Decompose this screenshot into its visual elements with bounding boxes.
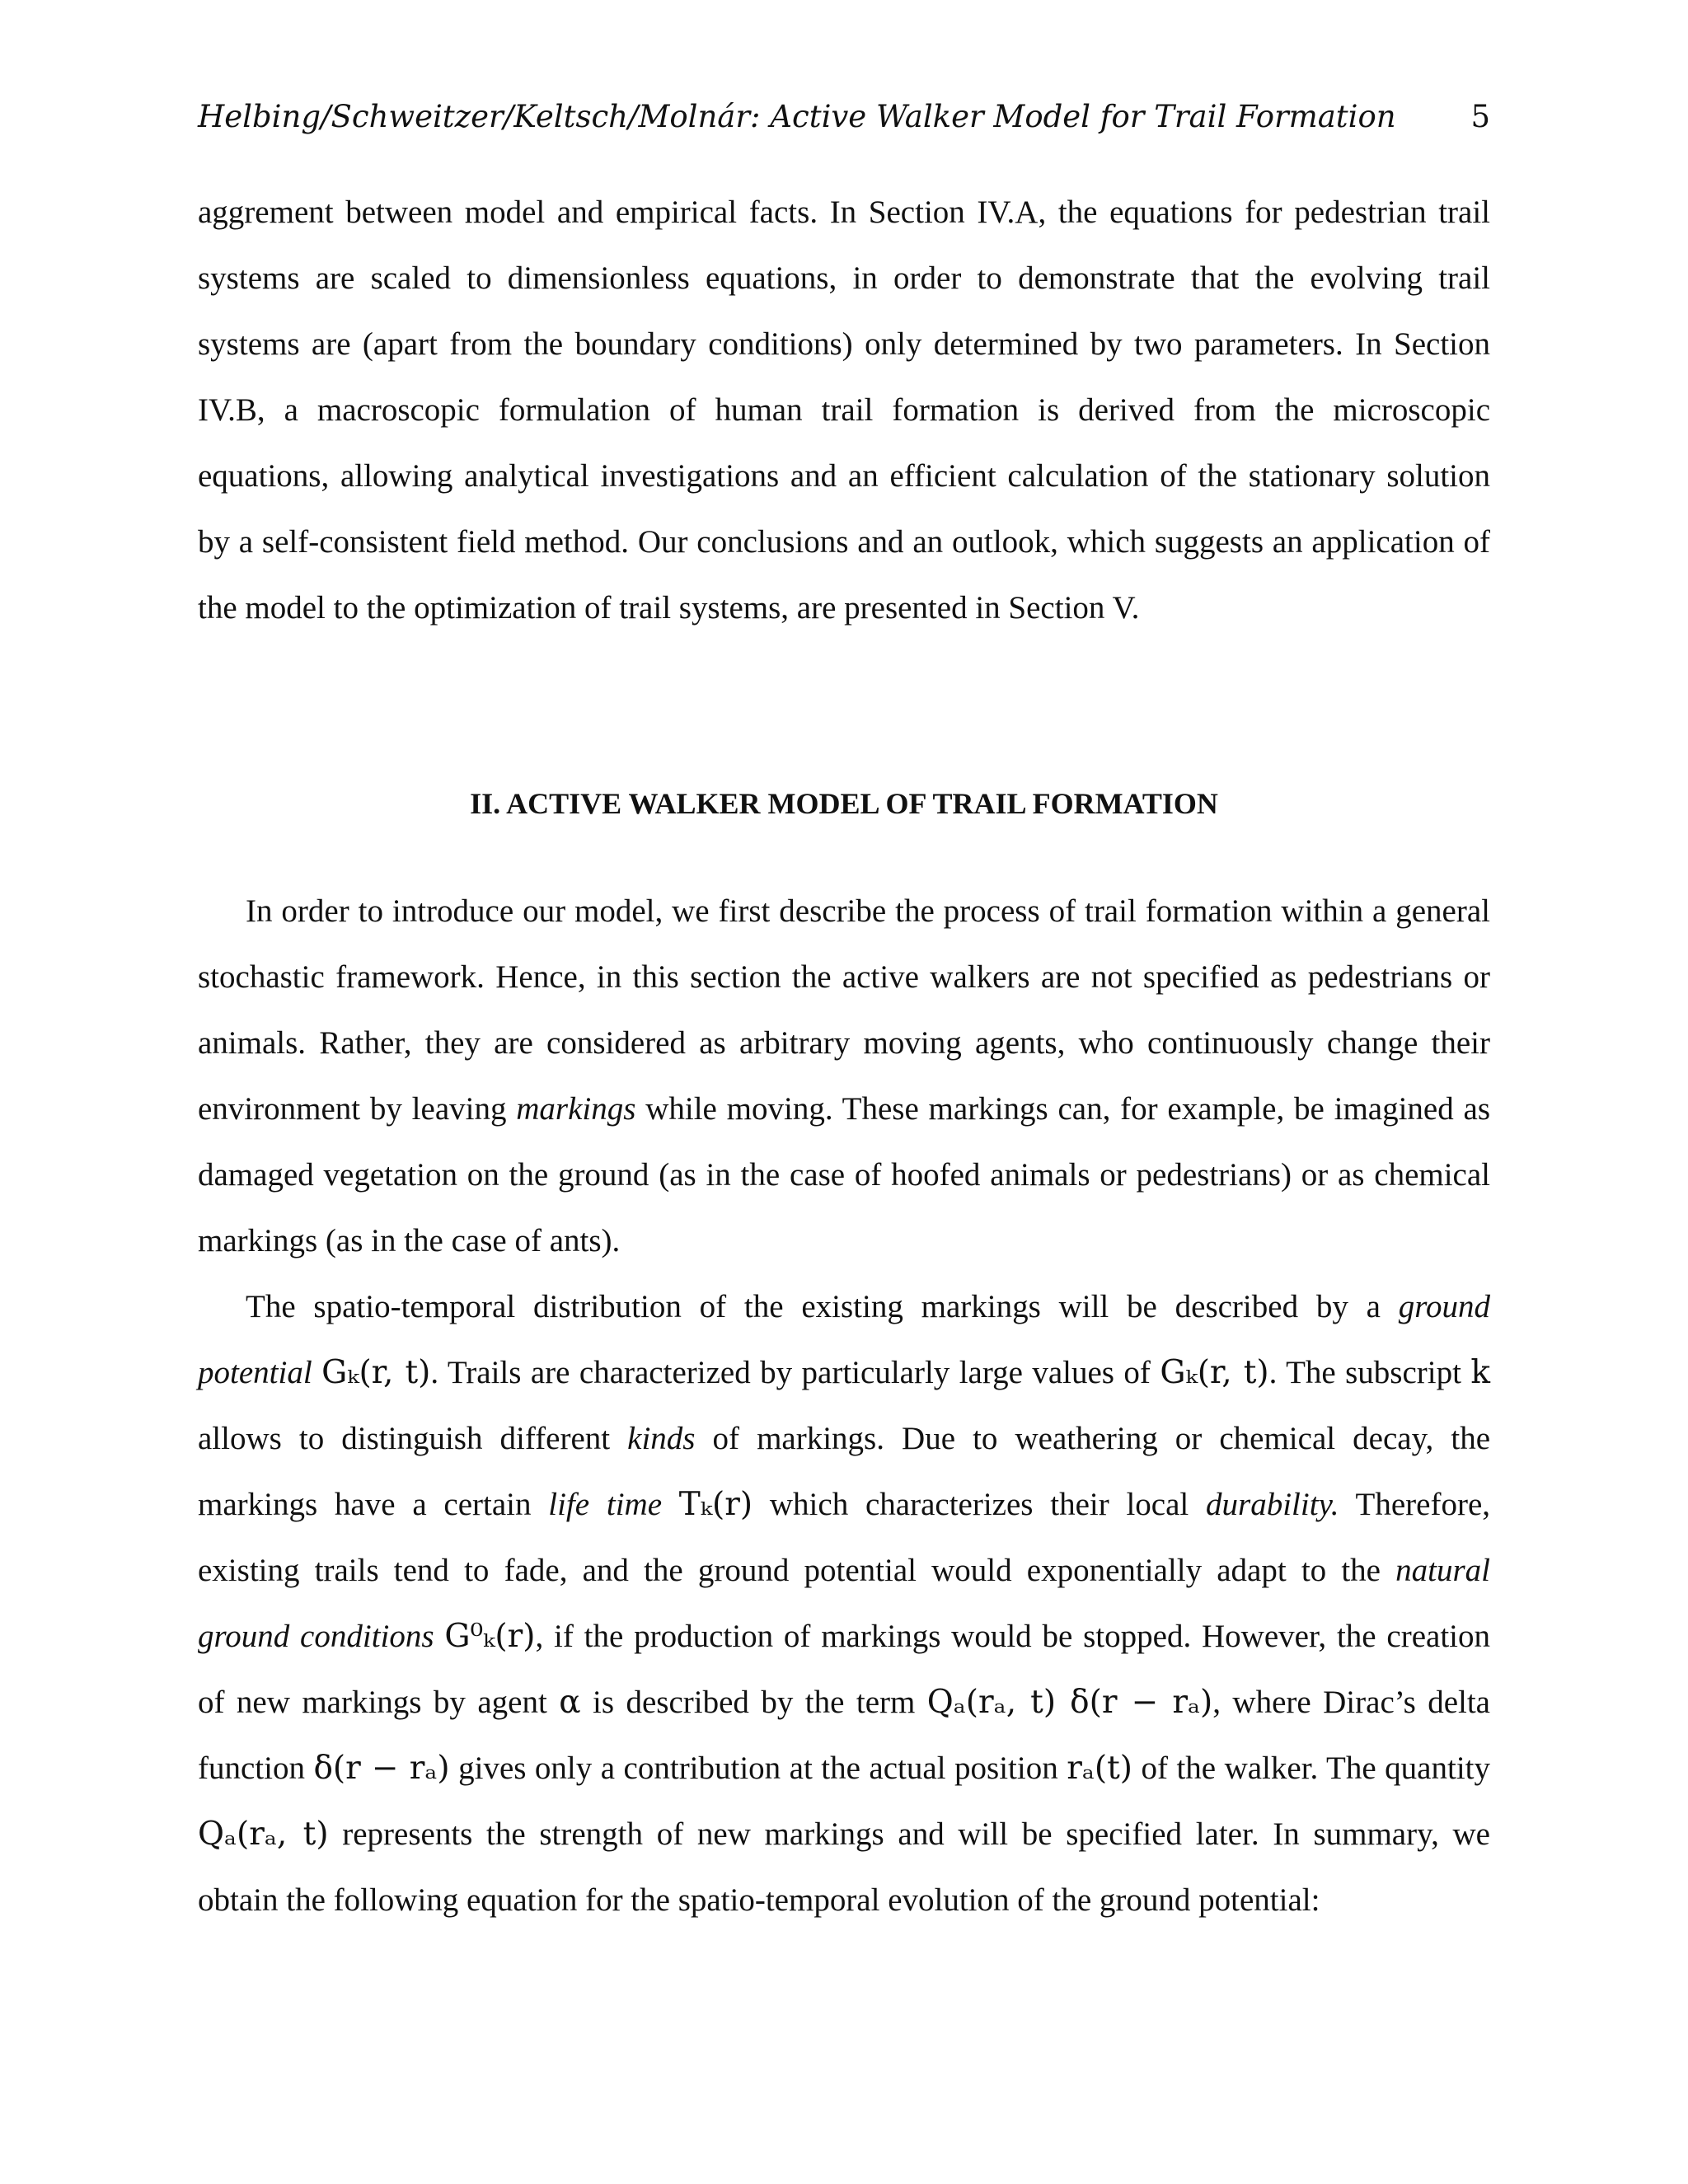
math-life-time: Tₖ(r)	[678, 1486, 753, 1523]
paragraph-2-text: . The subscript	[1268, 1355, 1471, 1390]
paragraph-2-text: is described by the term	[580, 1685, 927, 1720]
paragraph-2-text: represents the strength of new markings and will be specified later. In summary, we obtain the following equation for the spatio-temporal evolution of the ground potential:	[198, 1816, 1490, 1918]
paragraph-1-text-a: In order to introduce our model, we first describe the process of trail formation within a general stochastic framework. Hence, in this section the active walkers are not specified as pedestrians or animals. Rather, they are considered as arbitrary moving agents, who continuously change their environment by leaving	[198, 893, 1490, 1127]
section-text-block	[198, 879, 1490, 1933]
emphasis-natural-ground: natural ground conditions	[198, 1553, 1490, 1654]
paragraph-2-text: The spatio-temporal distribution of the existing markings will be described by a	[246, 1289, 1399, 1324]
paragraph-2-text: which characterizes their local	[753, 1487, 1207, 1522]
paragraph-2-text: of markings. Due to weathering or chemical decay, the markings have a certain	[198, 1421, 1490, 1522]
page-number: 5	[1470, 99, 1490, 134]
paragraph-2-text: allows to distinguish different	[198, 1421, 628, 1456]
math-subscript-k: k	[1470, 1354, 1491, 1391]
running-title: Helbing/Schweitzer/Keltsch/Molnár: Active Walker Model for Trail Formation	[198, 99, 1396, 134]
section-heading: II. ACTIVE WALKER MODEL OF TRAIL FORMATION	[470, 787, 1218, 820]
math-delta-function: δ(r − rₐ)	[313, 1750, 450, 1787]
paragraph-2-text: of the walker. The quantity	[1132, 1750, 1490, 1786]
running-header	[198, 99, 1490, 135]
math-ground-potential: Gₖ(r, t)	[321, 1354, 431, 1391]
emphasis-markings: markings	[516, 1091, 636, 1127]
emphasis-life-time: life time	[548, 1487, 663, 1522]
paragraph-2-text: , if the production of markings would be stopped. However, the creation of new markings by agent	[198, 1619, 1491, 1720]
paragraph-2-text: gives only a contribution at the actual position	[449, 1750, 1067, 1786]
paragraph-2-text: . Trails are characterized by particularly large values of	[430, 1355, 1160, 1390]
paragraph-2-text: , where Dirac’s delta function	[198, 1685, 1490, 1786]
math-position: rₐ(t)	[1067, 1750, 1132, 1787]
emphasis-ground-potential: ground potential	[198, 1289, 1490, 1390]
paragraph-1-text-b: while moving. These markings can, for example, be imagined as damaged vegetation on the ground (as in the case of hoofed animals or pedestrians) or as chemical markings (as in the case of ants).	[198, 1091, 1491, 1258]
math-natural-ground: G⁰ₖ(r)	[444, 1618, 536, 1655]
section-paragraph-1	[198, 879, 1490, 1274]
math-marking-term: Qₐ(rₐ, t) δ(r − rₐ)	[926, 1684, 1213, 1721]
math-ground-potential: Gₖ(r, t)	[1160, 1354, 1269, 1391]
intro-text-block	[198, 180, 1490, 641]
emphasis-kinds: kinds	[627, 1421, 696, 1456]
section-paragraph-2	[198, 1274, 1490, 1933]
math-alpha: α	[559, 1684, 581, 1721]
math-strength: Qₐ(rₐ, t)	[198, 1816, 329, 1853]
intro-paragraph: aggrement between model and empirical facts. In Section IV.A, the equations for pedestrian trail systems are scaled to dimensionless equations, in order to demonstrate that the evolving trail systems are (apart from the boundary conditions) only determined by two parameters. In Section IV.B, a macroscopic formulation of human trail formation is derived from the microscopic equations, allowing analytical investigations and an efficient calculation of the stationary solution by a self-consistent field method. Our conclusions and an outlook, which suggests an application of the model to the optimization of trail systems, are presented in Section V.	[198, 194, 1490, 626]
paragraph-2-text: Therefore, existing trails tend to fade, and the ground potential would exponentially adapt to the	[198, 1487, 1491, 1588]
emphasis-durability: durability.	[1206, 1487, 1339, 1522]
